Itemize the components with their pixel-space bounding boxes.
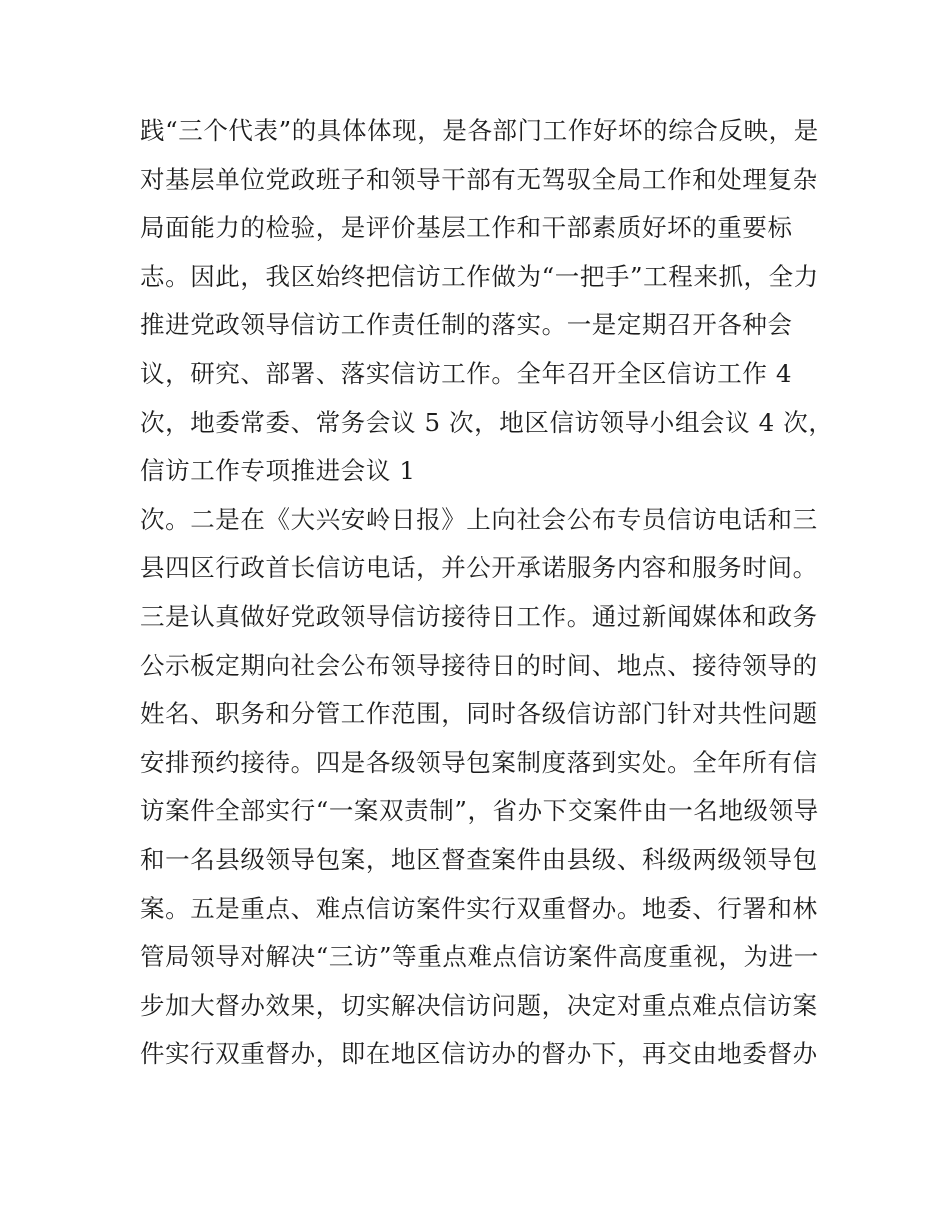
text-line: 公示板定期向社会公布领导接待日的时间、地点、接待领导的 xyxy=(140,650,818,680)
text-line: 信访工作专项推进会议 1 xyxy=(140,456,416,486)
text-line: 和一名县级领导包案，地区督查案件由县级、科级两级领导包 xyxy=(140,844,818,874)
text-line: 议，研究、部署、落实信访工作。全年召开全区信访工作 4 xyxy=(140,358,793,388)
text-line: 践“三个代表”的具体体现，是各部门工作好坏的综合反映，是 xyxy=(140,116,819,145)
text-line: 安排预约接待。四是各级领导包案制度落到实处。全年所有信 xyxy=(140,747,818,777)
text-line: 姓名、职务和分管工作范围，同时各级信访部门针对共性问题 xyxy=(140,699,818,729)
text-line: 案。五是重点、难点信访案件实行双重督办。地委、行署和林 xyxy=(140,893,818,923)
text-line: 推进党政领导信访工作责任制的落实。一是定期召开各种会 xyxy=(140,310,793,340)
text-line: 志。因此，我区始终把信访工作做为“一把手”工程来抓，全力 xyxy=(140,261,819,291)
text-line: 局面能力的检验，是评价基层工作和干部素质好坏的重要标 xyxy=(140,213,793,243)
text-line: 访案件全部实行“一案双责制”，省办下交案件由一名地级领导 xyxy=(140,796,819,826)
text-line: 件实行双重督办，即在地区信访办的督办下，再交由地委督办 xyxy=(140,1039,818,1069)
body-text xyxy=(140,107,840,1079)
text-line: 次，地委常委、常务会议 5 次，地区信访领导小组会议 4 次， xyxy=(140,407,834,437)
text-line: 次。二是在《大兴安岭日报》上向社会公布专员信访电话和三 xyxy=(140,504,818,534)
text-line: 对基层单位党政班子和领导干部有无驾驭全局工作和处理复杂 xyxy=(140,164,818,194)
text-line: 步加大督办效果，切实解决信访问题，决定对重点难点信访案 xyxy=(140,990,818,1020)
text-line: 管局领导对解决“三访”等重点难点信访案件高度重视，为进一 xyxy=(140,942,819,972)
text-line: 三是认真做好党政领导信访接待日工作。通过新闻媒体和政务 xyxy=(140,601,818,631)
text-line: 县四区行政首长信访电话，并公开承诺服务内容和服务时间。 xyxy=(140,553,818,583)
